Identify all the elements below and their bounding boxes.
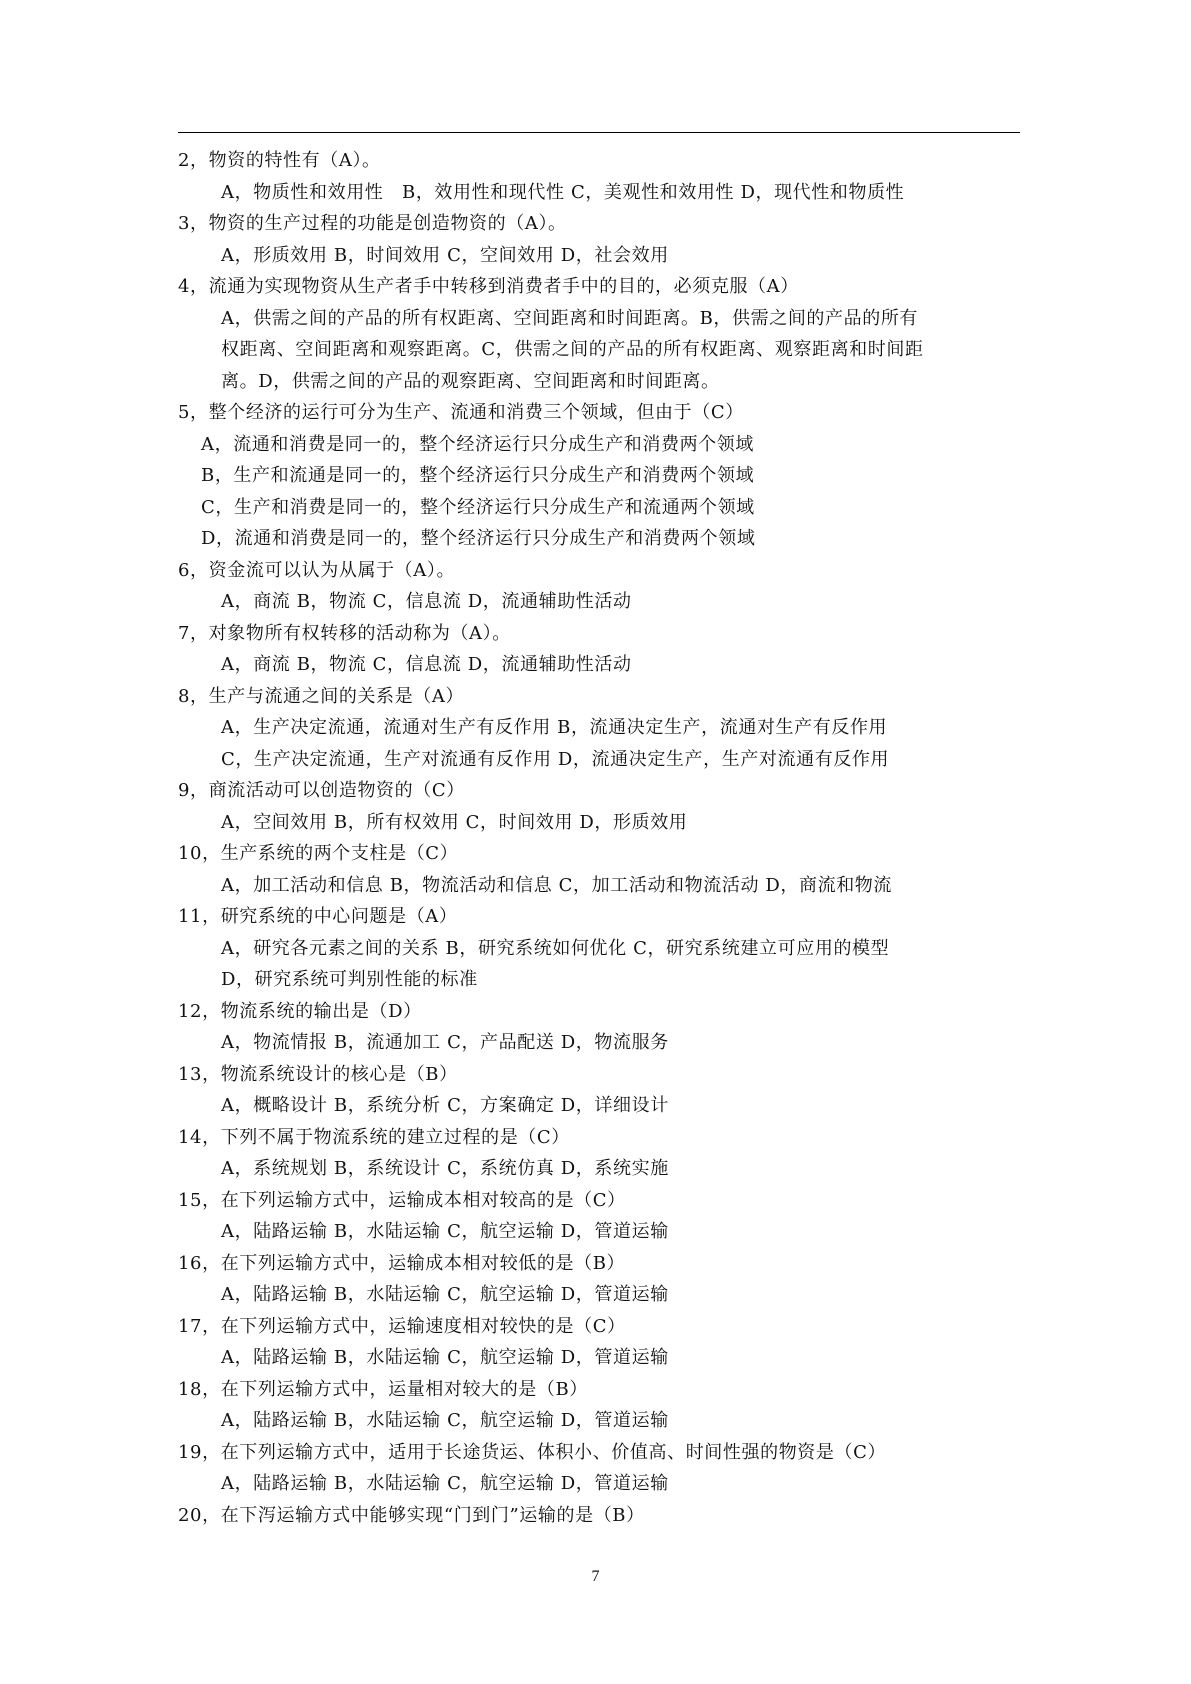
option-line: A，陆路运输 B，水陆运输 C，航空运输 D，管道运输 [221,1284,669,1305]
option-line: A，概略设计 B，系统分析 C，方案确定 D，详细设计 [221,1095,669,1116]
question-line: 13，物流系统设计的核心是（B） [178,1063,458,1085]
question-line: 12，物流系统的输出是（D） [178,1000,422,1022]
question-line: 19，在下列运输方式中，适用于长途货运、体积小、价值高、时间性强的物资是（C） [178,1441,887,1463]
question-line: 14，下列不属于物流系统的建立过程的是（C） [178,1126,570,1148]
option-line: A，商流 B，物流 C，信息流 D，流通辅助性活动 [221,654,632,675]
option-line: A，物流情报 B，流通加工 C，产品配送 D，物流服务 [221,1032,669,1053]
document-body [178,145,1028,1531]
question-line: 2，物资的特性有（A）。 [178,150,381,171]
question-line: 16，在下列运输方式中，运输成本相对较低的是（B） [178,1252,626,1274]
option-line: A，研究各元素之间的关系 B，研究系统如何优化 C，研究系统建立可应用的模型 [221,937,890,959]
option-line: A，陆路运输 B，水陆运输 C，航空运输 D，管道运输 [221,1473,669,1494]
question-line: 8，生产与流通之间的关系是（A） [178,685,465,707]
option-line: C，生产和消费是同一的，整个经济运行只分成生产和流通两个领域 [201,496,755,518]
option-line: C，生产决定流通，生产对流通有反作用 D，流通决定生产，生产对流通有反作用 [221,748,890,770]
question-line: 11，研究系统的中心问题是（A） [178,906,458,927]
option-line: A，生产决定流通，流通对生产有反作用 B，流通决定生产，流通对生产有反作用 [221,717,888,738]
option-line: A，陆路运输 B，水陆运输 C，航空运输 D，管道运输 [221,1410,669,1431]
option-line: A，陆路运输 B，水陆运输 C，航空运输 D，管道运输 [221,1221,669,1242]
question-line: 4，流通为实现物资从生产者手中转移到消费者手中的目的，必须克服（A） [178,276,799,297]
option-line: A，系统规划 B，系统设计 C，系统仿真 D，系统实施 [221,1158,669,1179]
option-line: B，生产和流通是同一的，整个经济运行只分成生产和消费两个领域 [201,465,755,486]
question-line: 6，资金流可以认为从属于（A）。 [178,559,456,581]
question-line: 5，整个经济的运行可分为生产、流通和消费三个领域，但由于（C） [178,402,744,423]
question-line: 18，在下列运输方式中，运量相对较大的是（B） [178,1378,588,1400]
option-line: A，陆路运输 B，水陆运输 C，航空运输 D，管道运输 [221,1347,669,1368]
option-line: A，流通和消费是同一的，整个经济运行只分成生产和消费两个领域 [201,433,754,455]
option-line: A，供需之间的产品的所有权距离、空间距离和时间距离。B，供需之间的产品的所有 [221,307,919,329]
question-line: 15，在下列运输方式中，运输成本相对较高的是（C） [178,1189,626,1211]
option-line: 离。D，供需之间的产品的观察距离、空间距离和时间距离。 [221,370,720,392]
question-line: 3，物资的生产过程的功能是创造物资的（A）。 [178,213,567,234]
question-line: 9，商流活动可以创造物资的（C） [178,780,465,801]
option-line: A，加工活动和信息 B，物流活动和信息 C，加工活动和物流活动 D，商流和物流 [221,874,892,896]
question-line: 20，在下泻运输方式中能够实现“门到门”运输的是（B） [178,1504,645,1526]
option-line: A，形质效用 B，时间效用 C，空间效用 D，社会效用 [221,244,669,266]
option-line: D，流通和消费是同一的，整个经济运行只分成生产和消费两个领域 [201,528,756,549]
page-number: 7 [591,1568,600,1585]
option-line: 权距离、空间距离和观察距离。C，供需之间的产品的所有权距离、观察距离和时间距 [221,339,924,360]
question-line: 7，对象物所有权转移的活动称为（A）。 [178,622,511,644]
question-line: 17，在下列运输方式中，运输速度相对较快的是（C） [178,1315,626,1337]
header-rule [178,132,1020,133]
option-line: A，物质性和效用性 B，效用性和现代性 C，美观性和效用性 D，现代性和物质性 [221,181,905,203]
option-line: D，研究系统可判别性能的标准 [221,969,478,990]
question-line: 10，生产系统的两个支柱是（C） [178,843,459,864]
option-line: A，商流 B，物流 C，信息流 D，流通辅助性活动 [221,591,632,612]
option-line: A，空间效用 B，所有权效用 C，时间效用 D，形质效用 [221,811,688,833]
